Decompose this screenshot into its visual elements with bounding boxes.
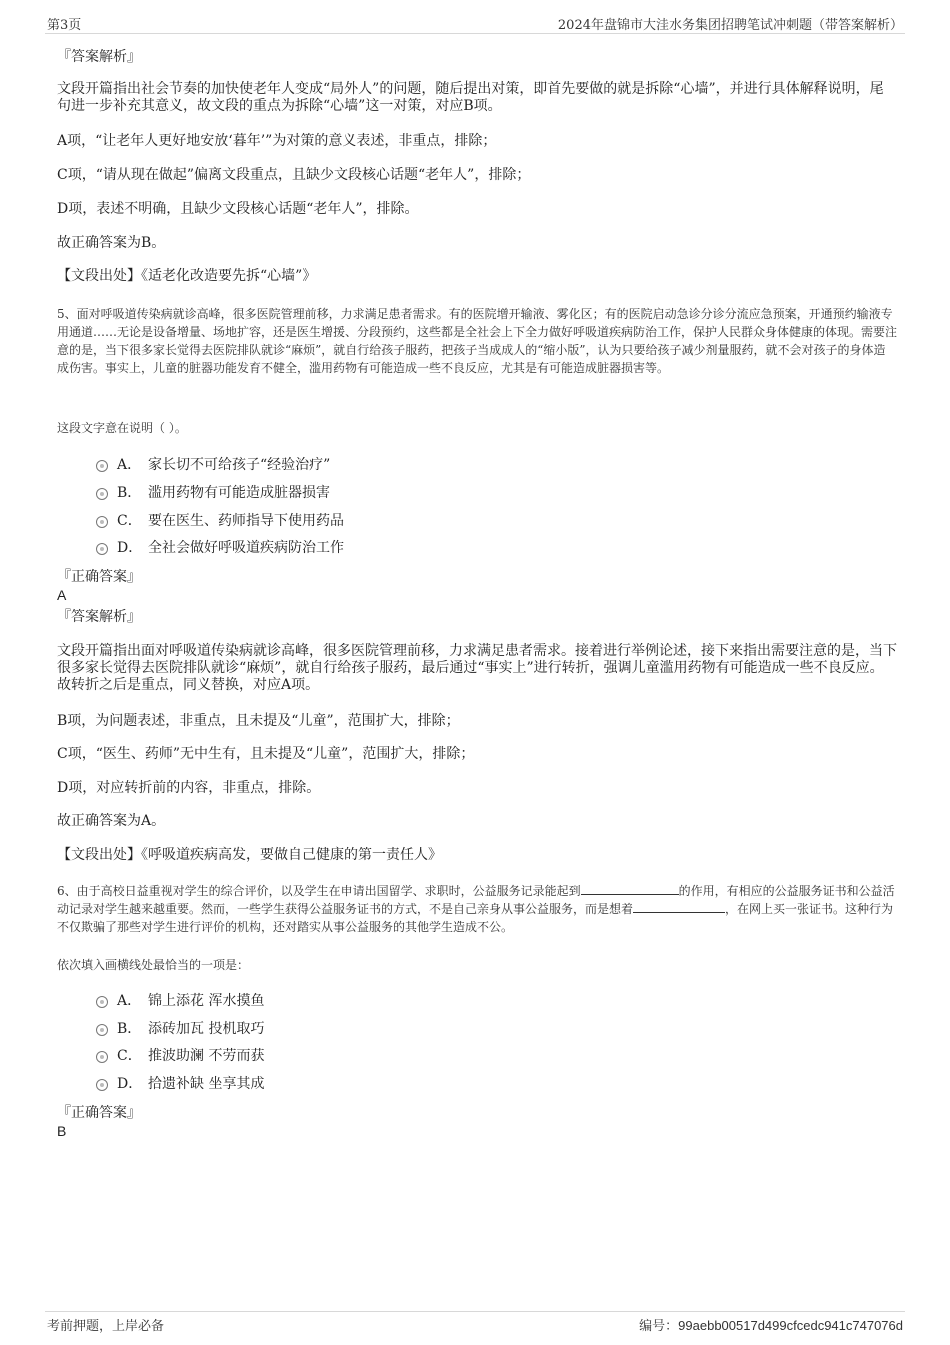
question-5-prompt: 这段文字意在说明（ ）。 [57,421,187,435]
analysis-option-c: C项，“请从现在做起”偏离文段重点，且缺少文段核心话题“老年人”，排除； [57,167,531,183]
q5-option-a[interactable]: A． 家长切不可给孩子“经验治疗” [96,455,596,475]
passage-source: 【文段出处】《适老化改造要先拆“心墙”》 [57,268,317,284]
q6-option-d[interactable]: D． 拾遗补缺 坐享其成 [96,1074,596,1094]
analysis-conclusion: 故正确答案为A。 [57,813,166,829]
analysis-label: 『答案解析』 [57,609,141,625]
radio-icon[interactable] [96,460,108,472]
document-code: 编号：99aebb00517d499cfcedc941c747076d [639,1318,903,1334]
radio-icon[interactable] [96,1024,108,1036]
page-number: 第3页 [47,18,82,33]
correct-answer-value: A [57,587,67,603]
radio-icon[interactable] [96,996,108,1008]
analysis-option-c: C项，“医生、药师”无中生有，且未提及“儿童”，范围扩大，排除； [57,746,475,762]
analysis-paragraph: 文段开篇指出社会节奏的加快使老年人变成“局外人”的问题，随后提出对策，即首先要做的就是拆除“心墙”，并进行具体解释说明，尾句进一步补充其意义，故文段的重点为拆除“心墙”这一对策，对应B项。 [57,81,884,114]
fill-blank-2[interactable] [633,900,725,913]
question-5-stem: 5、面对呼吸道传染病就诊高峰，很多医院管理前移，力求满足患者需求。有的医院增开输液、雾化区；有的医院启动急诊分诊分流应急预案，开通预约输液专用通道……无论是设备增量、场地扩容，还是医生增援、分段预约，这些都是全社会上下全力做好呼吸道疾病防治工作，保护人民群众身体健康的体现。需要注意的是，当下很多家长觉得去医院排队就诊“麻烦”，就自行给孩子服药，把孩子当成成人的“缩小版”，认为只要给孩子减少剂量服药，就不会对孩子的身体造成伤害。事实上，儿童的脏器功能发育不健全，滥用药物有可能造成一些不良反应，尤其是有可能造成脏器损害等。 [57,307,898,375]
page-header [45,13,905,34]
q5-option-d[interactable]: D． 全社会做好呼吸道疾病防治工作 [96,538,596,558]
question-6-stem: 6、由于高校日益重视对学生的综合评价，以及学生在申请出国留学、求职时，公益服务记录能起到 的作用，有相应的公益服务证书和公益活动记录对学生越来越重要。然而，一些学生获得公益服务证书的方式，不是自己亲身从事公益服务，而是想着 ，在网上买一张证书。这种行为不仅欺骗了那些对学生进行评价的机构，还对踏实从事公益服务的其他学生造成不公。 [57,884,895,934]
analysis-paragraph: 文段开篇指出面对呼吸道传染病就诊高峰，很多医院管理前移，力求满足患者需求。接着进行举例论述，接下来指出需要注意的是，当下很多家长觉得去医院排队就诊“麻烦”，就自行给孩子服药，最后通过“事实上”进行转折，强调儿童滥用药物有可能造成一些不良反应。故转折之后是重点，同义替换，对应A项。 [57,643,897,693]
q5-option-b[interactable]: B． 滥用药物有可能造成脏器损害 [96,483,596,503]
question-6-prompt: 依次填入画横线处最恰当的一项是： [57,958,250,972]
q6-option-a[interactable]: A． 锦上添花 浑水摸鱼 [96,991,596,1011]
analysis-option-d: D项，对应转折前的内容，非重点，排除。 [57,780,321,796]
radio-icon[interactable] [96,1051,108,1063]
radio-icon[interactable] [96,516,108,528]
radio-icon[interactable] [96,1079,108,1091]
document-title: 2024年盘锦市大洼水务集团招聘笔试冲刺题（带答案解析） [557,18,903,33]
correct-answer-value: B [57,1123,67,1139]
passage-source: 【文段出处】《呼吸道疾病高发，要做自己健康的第一责任人》 [57,847,442,863]
radio-icon[interactable] [96,488,108,500]
page-footer [45,1311,905,1336]
analysis-option-b: B项，为问题表述，非重点，且未提及“儿童”，范围扩大，排除； [57,713,460,729]
analysis-label: 『答案解析』 [57,49,141,65]
analysis-option-d: D项，表述不明确，且缺少文段核心话题“老年人”，排除。 [57,201,419,217]
q6-option-b[interactable]: B． 添砖加瓦 投机取巧 [96,1019,596,1039]
footer-slogan: 考前押题，上岸必备 [47,1319,165,1334]
analysis-conclusion: 故正确答案为B。 [57,235,166,251]
radio-icon[interactable] [96,543,108,555]
analysis-option-a: A项，“让老年人更好地安放‘暮年’”为对策的意义表述，非重点，排除； [57,133,497,149]
fill-blank-1[interactable] [581,882,679,895]
correct-answer-label: 『正确答案』 [57,1105,141,1121]
correct-answer-label: 『正确答案』 [57,569,141,585]
q5-option-c[interactable]: C． 要在医生、药师指导下使用药品 [96,511,596,531]
q6-option-c[interactable]: C． 推波助澜 不劳而获 [96,1046,596,1066]
